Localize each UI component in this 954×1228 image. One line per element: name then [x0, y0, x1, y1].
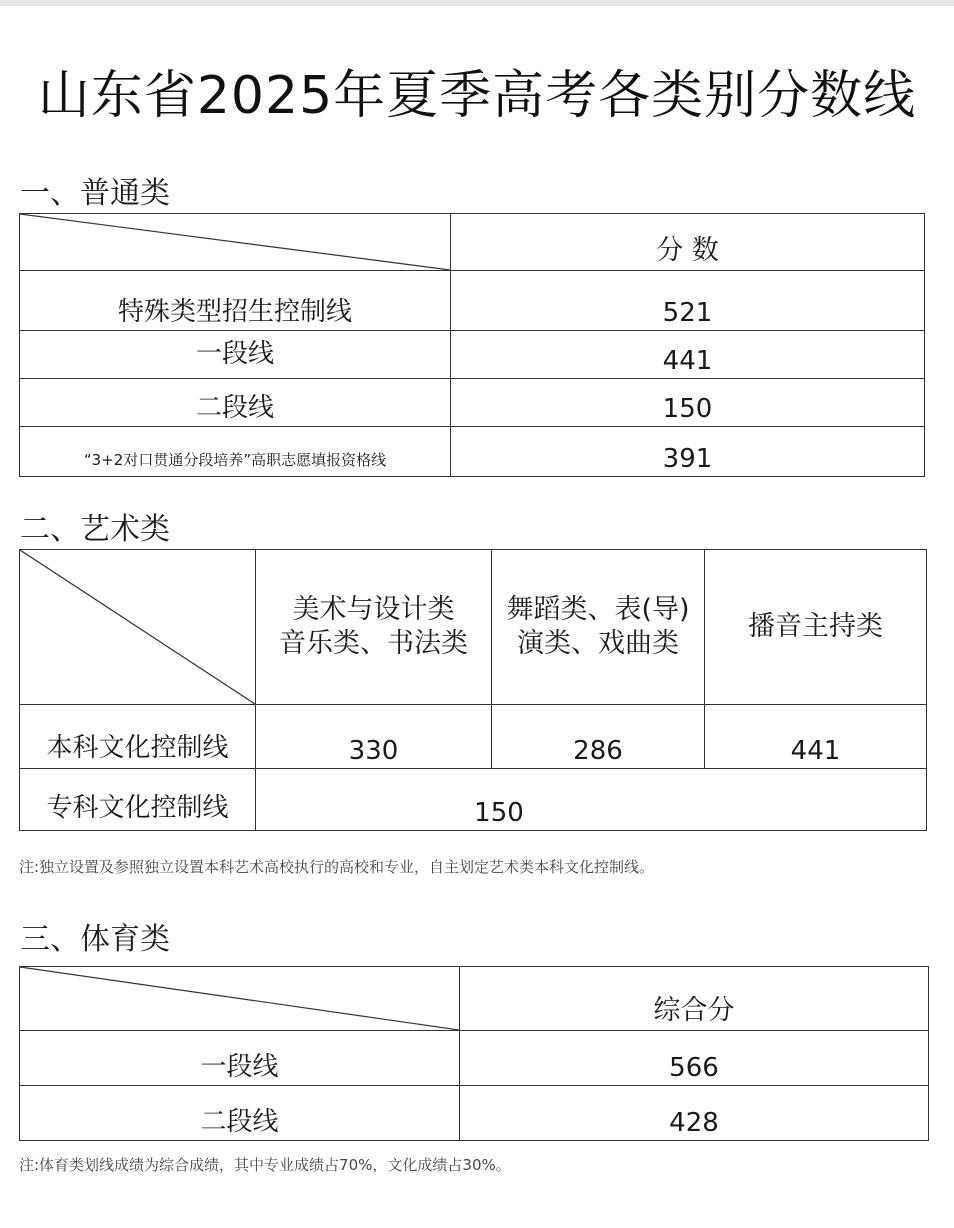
sports-row-label: 一段线	[20, 1031, 460, 1086]
diagonal-line	[20, 967, 459, 1030]
general-row-label: 二段线	[20, 379, 451, 427]
top-border	[0, 0, 954, 6]
sports-table	[19, 966, 929, 1141]
section-heading-sports: 三、体育类	[20, 922, 170, 957]
section-heading-art: 二、艺术类	[20, 512, 170, 547]
general-row-score: 441	[451, 331, 925, 379]
general-row-score: 521	[451, 271, 925, 331]
general-row-score: 391	[451, 427, 925, 477]
art-row-label: 本科文化控制线	[20, 705, 256, 769]
general-corner-cell	[20, 214, 451, 271]
art-col-header-broadcasting: 播音主持类	[705, 550, 927, 705]
sports-score-header: 综合分	[460, 967, 929, 1031]
art-col-header-fine-arts: 美术与设计类 音乐类、书法类	[256, 550, 492, 705]
art-corner-cell	[20, 550, 256, 705]
art-table	[19, 549, 927, 831]
art-note: 注:独立设置及参照独立设置本科艺术高校执行的高校和专业，自主划定艺术类本科文化控制线。	[19, 858, 655, 876]
art-row-score: 286	[492, 705, 705, 769]
sports-corner-cell	[20, 967, 460, 1031]
art-row-score: 150	[256, 769, 927, 831]
art-col-header-dance: 舞蹈类、表(导) 演类、戏曲类	[492, 550, 705, 705]
art-row-score: 441	[705, 705, 927, 769]
art-row-label: 专科文化控制线	[20, 769, 256, 831]
general-score-header: 分 数	[451, 214, 925, 271]
general-table	[19, 213, 925, 477]
sports-row-label: 二段线	[20, 1086, 460, 1141]
sports-row-score: 428	[460, 1086, 929, 1141]
sports-row-score: 566	[460, 1031, 929, 1086]
general-row-label: 一段线	[20, 331, 451, 379]
art-row-score: 330	[256, 705, 492, 769]
page-title: 山东省2025年夏季高考各类别分数线	[37, 66, 917, 126]
general-row-label: 特殊类型招生控制线	[20, 271, 451, 331]
section-heading-general: 一、普通类	[20, 176, 170, 211]
diagonal-line	[20, 550, 255, 704]
general-row-label: “3+2对口贯通分段培养”高职志愿填报资格线	[20, 427, 451, 477]
general-row-score: 150	[451, 379, 925, 427]
sports-note: 注:体育类划线成绩为综合成绩，其中专业成绩占70%，文化成绩占30%。	[19, 1156, 511, 1174]
diagonal-line	[20, 214, 450, 270]
